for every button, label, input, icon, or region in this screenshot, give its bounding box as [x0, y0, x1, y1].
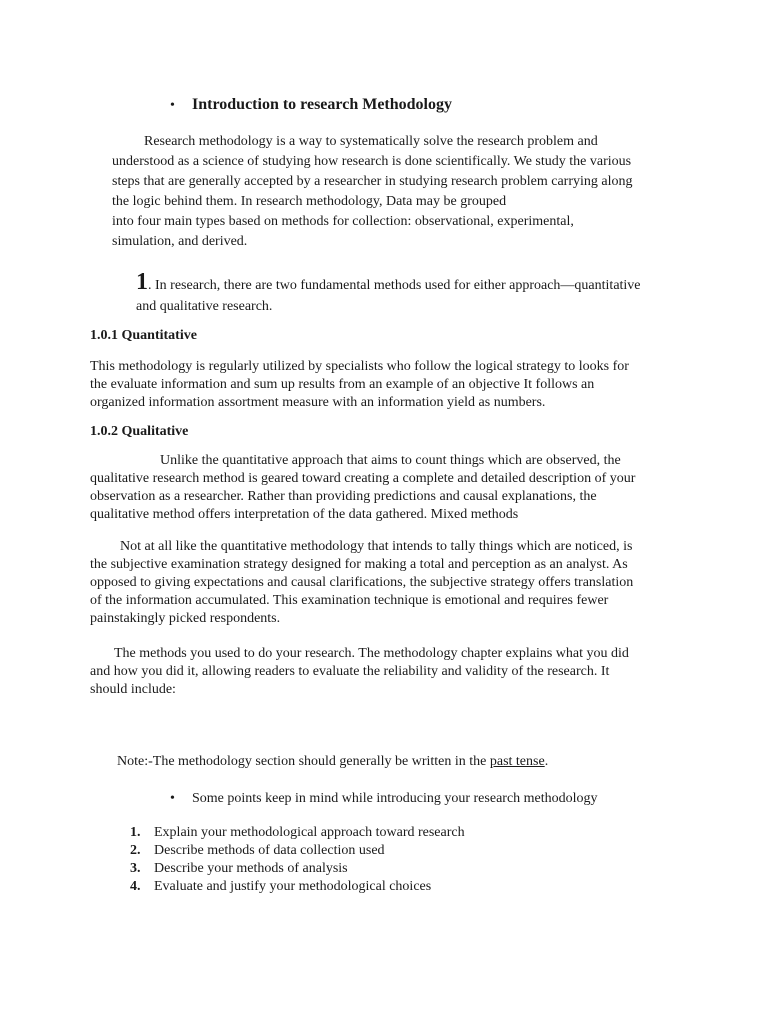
qualitative-line: qualitative research method is geared toward creating a complete and detailed description of your [90, 471, 636, 486]
methods-line: should include: [90, 682, 176, 697]
document-title: Introduction to research Methodology [192, 96, 452, 113]
subjective-line: opposed to giving expectations and causal clarifications, the subjective strategy offers translation [90, 575, 634, 590]
list-item [130, 860, 465, 878]
note-suffix: . [544, 754, 549, 769]
intro-line: simulation, and derived. [112, 234, 248, 249]
title-bullet-row [170, 96, 452, 115]
note-line [117, 753, 548, 771]
bullet-icon: • [170, 791, 175, 806]
quantitative-line: This methodology is regularly utilized by specialists who follow the logical strategy to looks for [90, 359, 629, 374]
intro-line: into four main types based on methods for collection: observational, experimental, [112, 214, 574, 229]
list-item-text: Describe your methods of analysis [154, 861, 348, 876]
note-underlined: past tense [489, 754, 545, 769]
subjective-line: the subjective examination strategy designed for making a total and perception as an analyst. As [90, 557, 628, 572]
points-bullet-text: Some points keep in mind while introducing your research methodology [192, 791, 598, 806]
subjective-line: Not at all like the quantitative methodology that intends to tally things which are noticed, is [120, 539, 633, 554]
intro-line: steps that are generally accepted by a researcher in studying research problem carrying along [112, 174, 633, 189]
list-item [130, 824, 465, 842]
point-one-line: and qualitative research. [136, 299, 273, 314]
list-item-text: Evaluate and justify your methodological choices [154, 879, 432, 894]
list-item-number: 1. [130, 825, 141, 840]
points-bullet-row [170, 790, 598, 808]
methods-line: and how you did it, allowing readers to evaluate the reliability and validity of the research. It [90, 664, 610, 679]
qualitative-paragraph [90, 452, 720, 524]
list-item [130, 878, 465, 896]
qualitative-line: Unlike the quantitative approach that aims to count things which are observed, the [160, 453, 621, 468]
numbered-list [130, 824, 465, 896]
quantitative-line: organized information assortment measure with an information yield as numbers. [90, 395, 546, 410]
bullet-icon: • [170, 98, 175, 113]
quantitative-line: the evaluate information and sum up results from an example of an objective It follows an [90, 377, 595, 392]
note-prefix: Note:-The methodology section should generally be written in the [117, 754, 490, 769]
qualitative-line: observation as a researcher. Rather than providing predictions and causal explanations, the [90, 489, 597, 504]
list-item-text: Explain your methodological approach toward research [154, 825, 465, 840]
point-one-number: 1 [136, 269, 148, 295]
intro-line: the logic behind them. In research methodology, Data may be grouped [112, 194, 507, 209]
methods-line: The methods you used to do your research. The methodology chapter explains what you did [114, 646, 629, 661]
quantitative-paragraph [90, 358, 720, 412]
list-item-number: 3. [130, 861, 141, 876]
subjective-line: of the information accumulated. This examination technique is emotional and requires fewer [90, 593, 609, 608]
methods-paragraph [90, 645, 720, 699]
qualitative-heading: 1.0.2 Qualitative [90, 424, 189, 439]
quantitative-heading: 1.0.1 Quantitative [90, 328, 197, 343]
list-item-number: 2. [130, 843, 141, 858]
point-one-paragraph [136, 269, 736, 316]
list-item-number: 4. [130, 879, 141, 894]
qualitative-line: qualitative method offers interpretation of the data gathered. Mixed methods [90, 507, 519, 522]
intro-paragraph [112, 133, 712, 251]
list-item-text: Describe methods of data collection used [154, 843, 385, 858]
intro-line: Research methodology is a way to systematically solve the research problem and [144, 134, 598, 149]
point-one-line: . In research, there are two fundamental methods used for either approach—quantitative [148, 278, 641, 293]
intro-line: understood as a science of studying how research is done scientifically. We study the various [112, 154, 632, 169]
subjective-line: painstakingly picked respondents. [90, 611, 281, 626]
subjective-paragraph [90, 538, 720, 628]
list-item [130, 842, 465, 860]
